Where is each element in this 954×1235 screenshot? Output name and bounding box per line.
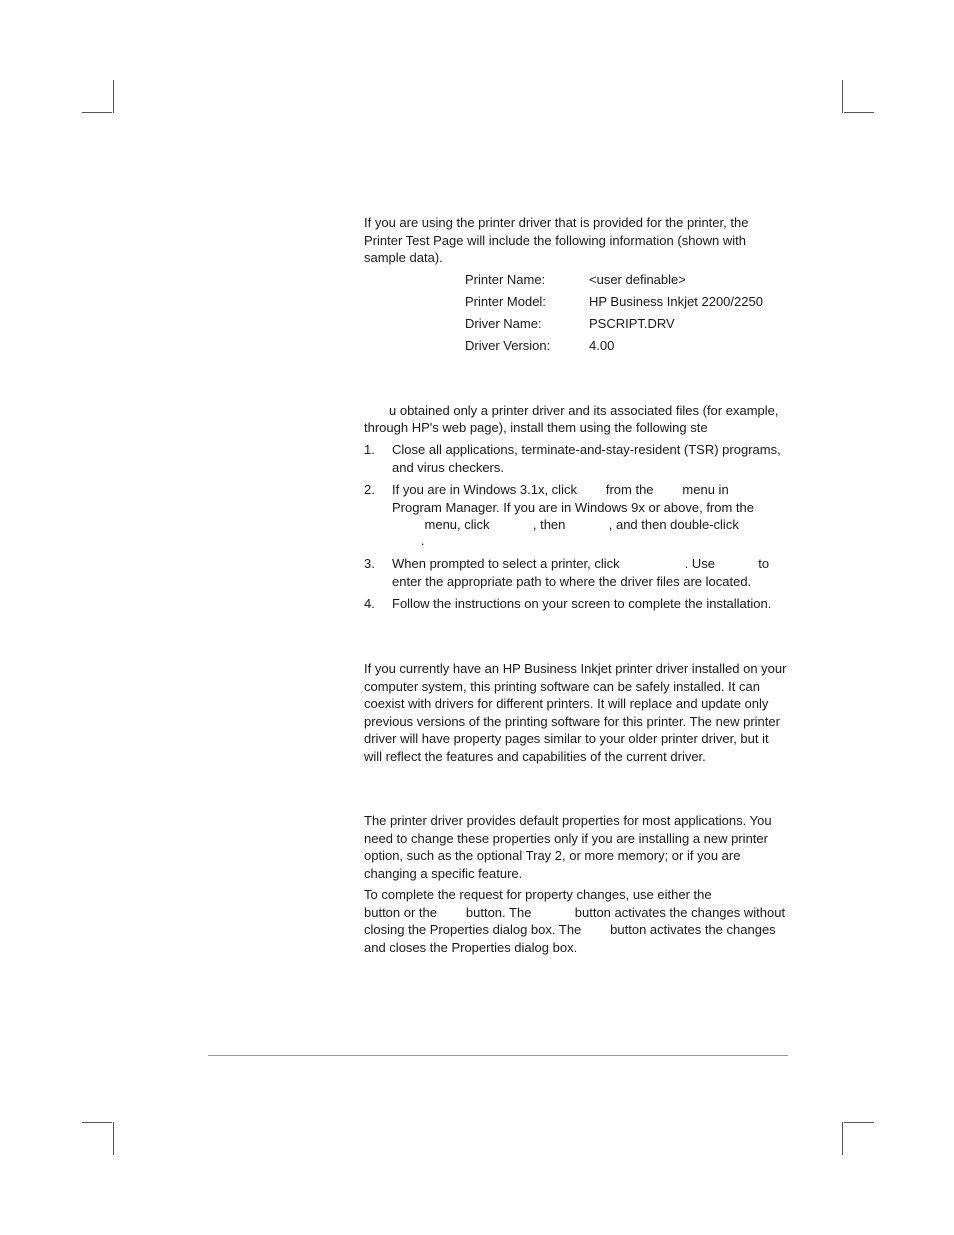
paragraph-line: button or the button. The button activates the changes without xyxy=(364,904,786,920)
step-text-line: If you are in Windows 3.1x, click from the menu in xyxy=(392,482,729,497)
field-label: Printer Model: xyxy=(465,294,546,309)
field-value: HP Business Inkjet 2200/2250 xyxy=(589,294,763,309)
crop-mark-bottom-left-vertical xyxy=(113,1122,114,1155)
crop-mark-top-right-horizontal xyxy=(844,112,874,113)
step-number: 2. xyxy=(364,482,375,497)
step-number: 4. xyxy=(364,596,375,611)
defaults-paragraph: The printer driver provides default properties for most applications. You need to change these properties only if you are installing a new printer option, such as the optional Tray 2, or more memory; or if you are changing a specific feature. xyxy=(364,813,772,881)
field-value: PSCRIPT.DRV xyxy=(589,316,675,331)
field-value: 4.00 xyxy=(589,338,615,353)
field-label: Driver Name: xyxy=(465,316,542,331)
paragraph-line: closing the Properties dialog box. The button activates the changes xyxy=(364,922,776,937)
field-value: <user definable> xyxy=(589,272,686,287)
paragraph-line: and closes the Properties dialog box. xyxy=(364,939,578,955)
footer-rule xyxy=(208,1055,788,1056)
crop-mark-bottom-left-horizontal xyxy=(82,1122,112,1123)
crop-mark-top-right-vertical xyxy=(842,80,843,113)
crop-mark-bottom-right-horizontal xyxy=(844,1122,874,1123)
crop-mark-top-left-horizontal xyxy=(82,112,112,113)
coexist-paragraph: If you currently have an HP Business Inkjet printer driver installed on your computer system, this printing software can be safely installed. It can coexist with drivers for different printers. It will replace and update only previous versions of the printing software for this printer. The new printer driver will have property pages similar to your older printer driver, but it will reflect the features and capabilities of the current driver. xyxy=(364,661,787,764)
field-label: Driver Version: xyxy=(465,338,551,353)
crop-mark-bottom-right-vertical xyxy=(842,1122,843,1155)
step-text-line: Program Manager. If you are in Windows 9x or above, from the xyxy=(392,499,755,515)
step-text-line: menu, click , then , and then double-click xyxy=(392,517,739,532)
step-text: Close all applications, terminate-and-stay-resident (TSR) programs, and virus checkers. xyxy=(392,442,781,475)
test-page-intro: If you are using the printer driver that is provided for the printer, the Printer Test Page will include the following information (shown with sample data). xyxy=(364,215,749,265)
step-number: 1. xyxy=(364,442,375,457)
driver-only-intro-line2: through HP's web page), install them using the following ste xyxy=(364,420,708,435)
step-text: Follow the instructions on your screen to complete the installation. xyxy=(392,596,772,611)
step-text-line: . xyxy=(392,532,425,548)
paragraph-line: To complete the request for property changes, use either the xyxy=(364,887,712,902)
crop-mark-top-left-vertical xyxy=(113,80,114,113)
apply-paragraph xyxy=(364,886,789,956)
step-text xyxy=(392,481,787,548)
step-text: When prompted to select a printer, click . Use to enter the appropriate path to where the driver files are located. xyxy=(392,556,773,589)
driver-only-intro-line1: u obtained only a printer driver and its associated files (for example, xyxy=(389,403,779,418)
field-label: Printer Name: xyxy=(465,272,546,287)
step-number: 3. xyxy=(364,556,375,571)
